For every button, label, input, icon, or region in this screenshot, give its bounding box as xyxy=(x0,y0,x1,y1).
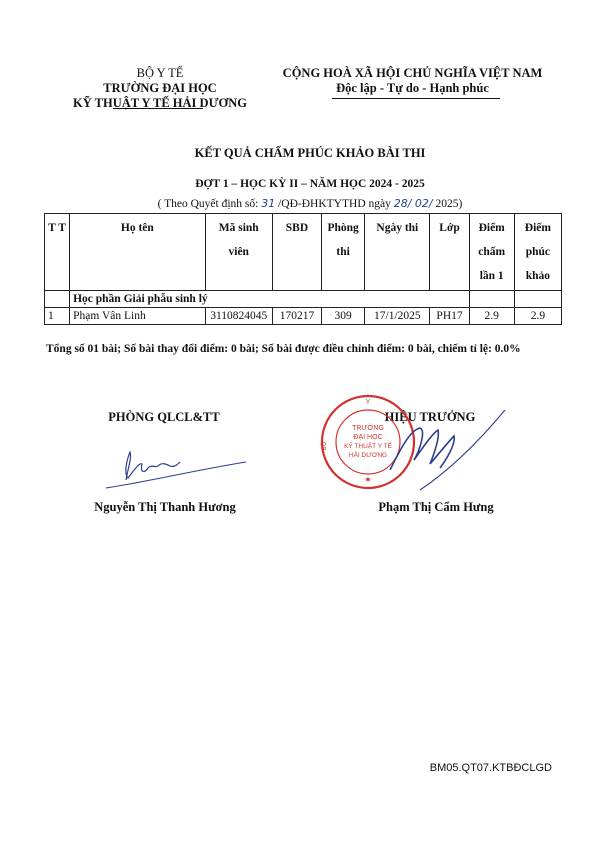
document-title: KẾT QUẢ CHẤM PHÚC KHẢO BÀI THI xyxy=(194,146,426,160)
cell-sbd: 170217 xyxy=(272,308,321,325)
national-title: CỘNG HOÀ XÃ HỘI CHỦ NGHĨA VIỆT NAM xyxy=(282,66,543,80)
svg-text:BỘ: BỘ xyxy=(322,441,328,451)
svg-text:★: ★ xyxy=(364,475,372,484)
ministry-name: BỘ Y TẾ xyxy=(136,66,184,80)
decision-number: 31 xyxy=(261,197,276,210)
svg-text:Y: Y xyxy=(365,399,371,406)
cell-class: PH17 xyxy=(430,308,469,325)
cell-tt: 1 xyxy=(45,308,70,325)
header-left xyxy=(60,66,260,111)
header-sbd: SBD xyxy=(272,214,321,291)
decision-prefix: ( Theo Quyết định số: xyxy=(157,198,262,210)
svg-text:HẢI DƯƠNG: HẢI DƯƠNG xyxy=(348,452,388,459)
header-student-id: Mã sinh viên xyxy=(205,214,272,291)
svg-text:KỸ THUẬT Y TẾ: KỸ THUẬT Y TẾ xyxy=(344,443,392,450)
right-signatory-title: HIỆU TRƯỞNG xyxy=(384,410,476,424)
table-section-row xyxy=(45,291,562,308)
left-signatory-name: Nguyễn Thị Thanh Hương xyxy=(94,500,236,514)
form-code: BM05.QT07.KTBĐCLGD xyxy=(429,762,552,774)
document-subtitle: ĐỢT 1 – HỌC KỲ II – NĂM HỌC 2024 - 2025 xyxy=(195,178,425,190)
table-row xyxy=(45,308,562,325)
header-class: Lớp xyxy=(430,214,469,291)
cell-score2: 2.9 xyxy=(514,308,561,325)
header-score1: Điểm chấm lần 1 xyxy=(469,214,514,291)
section-title: Học phần Giải phẫu sinh lý xyxy=(70,291,470,308)
header-right xyxy=(280,66,545,96)
header-score2: Điểm phúc khảo xyxy=(514,214,561,291)
cell-room: 309 xyxy=(322,308,365,325)
decision-suffix: 2025) xyxy=(432,198,463,210)
national-motto: Độc lập - Tự do - Hạnh phúc xyxy=(336,81,489,95)
cell-name: Phạm Vân Linh xyxy=(70,308,206,325)
decision-reference xyxy=(60,197,560,210)
header-left-underline xyxy=(113,108,203,109)
right-signatory-name: Phạm Thị Cẩm Hưng xyxy=(378,500,494,514)
left-signature-image xyxy=(96,440,256,495)
svg-text:ĐẠI HỌC: ĐẠI HỌC xyxy=(353,434,383,441)
right-signature-image xyxy=(380,400,510,495)
header-name: Họ tên xyxy=(70,214,206,291)
decision-date-handwritten: 28/ 02/ xyxy=(393,197,433,210)
left-signatory-title: PHÒNG QLCL&TT xyxy=(108,410,220,424)
summary-line: Tổng số 01 bài; Số bài thay đổi điểm: 0 bài; Số bài được điều chỉnh điểm: 0 bài, chiếm tỉ lệ: 0.0% xyxy=(46,343,521,355)
cell-exam-date: 17/1/2025 xyxy=(365,308,430,325)
university-name-line2: KỸ THUẬT Y TẾ HẢI DƯƠNG xyxy=(73,96,247,110)
cell-score1: 2.9 xyxy=(469,308,514,325)
header-room: Phòng thi xyxy=(322,214,365,291)
table-header-row xyxy=(45,214,562,291)
header-right-underline xyxy=(332,98,500,99)
svg-text:TRƯỜNG: TRƯỜNG xyxy=(352,425,384,432)
header-tt: T T xyxy=(45,214,70,291)
cell-student-id: 3110824045 xyxy=(205,308,272,325)
results-table xyxy=(44,213,562,325)
university-name-line1: TRƯỜNG ĐẠI HỌC xyxy=(103,81,217,95)
header-exam-date: Ngày thi xyxy=(365,214,430,291)
decision-middle: /QĐ-ĐHKTYTHD ngày xyxy=(275,198,394,210)
